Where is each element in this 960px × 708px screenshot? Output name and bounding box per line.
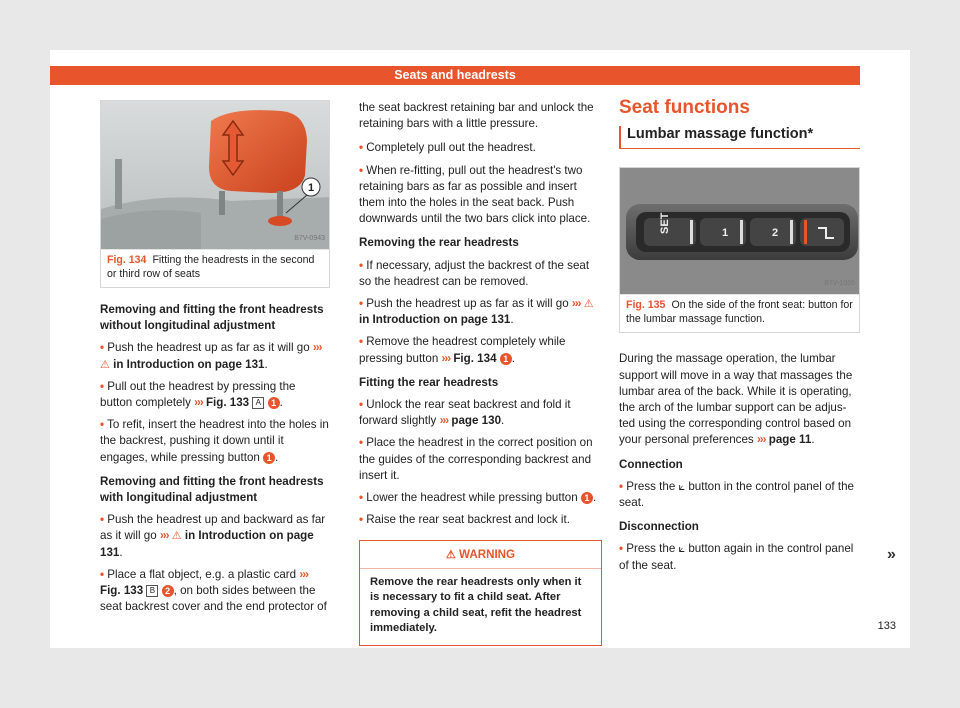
paragraph: During the massage operation, the lumbar support will move in a way that massages the lumbar area of the back. While it is operating, the arch of the lumbar support can be adjus-ted using the corresponding control based on your personal preferences ››› page 11. xyxy=(619,352,853,447)
list-item: • Press the ⟀ button in the control panel of the seat. xyxy=(619,479,854,510)
callout-number: 2 xyxy=(162,585,174,597)
figure-caption-text: Fitting the headrests in the second or third row of seats xyxy=(107,254,315,280)
headrest-illustration xyxy=(101,101,329,249)
column-2 xyxy=(359,100,602,646)
paragraph: the seat backrest retaining bar and unlock the retaining bars with a little pressure. xyxy=(359,101,594,131)
figure-link[interactable]: Fig. 134 xyxy=(453,351,497,365)
heading-disconnection: Disconnection xyxy=(619,520,699,534)
column-3 xyxy=(619,97,860,580)
list-item: • If necessary, adjust the backrest of the seat so the headrest can be removed. xyxy=(359,258,590,288)
callout-number: 1 xyxy=(263,452,275,464)
button-1-label: 1 xyxy=(722,227,729,240)
list-item: • Raise the rear seat backrest and lock it. xyxy=(359,513,570,527)
page-link[interactable]: page 130 xyxy=(451,414,502,428)
figure-caption xyxy=(620,294,859,332)
figure-number: Fig. 134 xyxy=(107,254,147,266)
subsection-title: Lumbar massage function* xyxy=(619,126,860,149)
list-item: • Completely pull out the headrest. xyxy=(359,141,536,155)
page-link[interactable]: in Introduction on page 131 xyxy=(113,357,265,371)
list-item: • When re-fitting, pull out the headrest's two retaining bars as far as possible and insert them into the holes in the seat back. Push downwards until the two bars click into place. xyxy=(359,163,591,226)
callout-number: 1 xyxy=(581,492,593,504)
callout-number: 1 xyxy=(268,397,280,409)
seat-control-image xyxy=(620,168,859,294)
figure-part-box: B xyxy=(146,585,158,597)
figure-number: Fig. 135 xyxy=(626,299,666,312)
list-item: • Lower the headrest while pressing button 1 . xyxy=(359,491,597,505)
heading-connection: Connection xyxy=(619,457,683,471)
button-2-label: 2 xyxy=(772,227,779,240)
callout-1: 1 xyxy=(307,182,315,194)
heading-removing-rear: Removing the rear headrests xyxy=(359,236,519,250)
list-item: • Place a flat object, e.g. a plastic card ››› Fig. 133 B 2 , on both sides between the seat backrest cover and the end protector of xyxy=(100,567,327,614)
callout-number: 1 xyxy=(500,353,512,365)
list-item: • Push the headrest up as far as it will go ››› ⚠ in Introduction on page 131. xyxy=(359,297,594,327)
page-number: 133 xyxy=(877,620,896,632)
massage-icon: ⟀ xyxy=(678,480,686,493)
list-item: • Remove the headrest completely while pressing button ››› Fig. 134 1 . xyxy=(359,335,566,365)
figure-caption xyxy=(101,249,329,287)
seat-control-illustration xyxy=(620,168,859,294)
page-link[interactable]: page 11 xyxy=(768,433,812,447)
heading-front-with-adjustment: Removing and fitting the front headrests with longitudinal adjustment xyxy=(100,474,324,505)
warning-icon: ⚠ xyxy=(171,530,182,543)
continue-marker: » xyxy=(887,546,896,563)
list-item: • Place the headrest in the correct position on the guides of the corresponding backrest and insert it. xyxy=(359,436,593,482)
set-button-label: SET xyxy=(659,213,671,235)
heading-fitting-rear: Fitting the rear headrests xyxy=(359,375,499,389)
figure-caption-text: On the side of the front seat: button for the lumbar massage function. xyxy=(626,299,853,325)
list-item: • Push the headrest up and backward as far as it will go ››› ⚠ in Introduction on page 131. xyxy=(100,513,326,559)
list-item: • Press the ⟀ button again in the control panel of the seat. xyxy=(619,542,854,572)
column-1 xyxy=(100,100,330,621)
figure-code: B7V-0943 xyxy=(294,234,325,242)
heading-front-without-adjustment: Removing and fitting the front headrests without longitudinal adjustment xyxy=(100,303,324,333)
figure-134 xyxy=(100,100,330,288)
section-title: Seat functions xyxy=(619,97,750,118)
headrest-image xyxy=(101,101,329,249)
list-item: • Unlock the rear seat backrest and fold it forward slightly ››› page 130. xyxy=(359,398,571,428)
warning-icon: ⚠ xyxy=(100,358,110,371)
section-header: Seats and headrests xyxy=(50,66,860,85)
figure-135 xyxy=(619,167,860,333)
figure-code: B7V-1055 xyxy=(824,280,855,288)
warning-header: ⚠ WARNING xyxy=(360,541,601,568)
warning-body: Remove the rear headrests only when it is necessary to fit a child seat. After removing a child seat, refit the headrest immediately. xyxy=(370,575,582,635)
page-link[interactable]: in Introduction on page 131 xyxy=(100,529,314,559)
list-item: • To refit, insert the headrest into the holes in the backrest, pushing it down until it engages, while pressing button 1 . xyxy=(100,418,329,464)
figure-link[interactable]: Fig. 133 xyxy=(205,396,250,410)
figure-link[interactable]: Fig. 133 xyxy=(100,584,144,598)
page-link[interactable]: in Introduction on page 131 xyxy=(359,313,511,327)
massage-icon: ⟀ xyxy=(678,543,686,556)
warning-icon: ⚠ xyxy=(583,298,594,311)
list-item: • Push the headrest up as far as it will go ››› ⚠ in Introduction on page 131. xyxy=(100,341,322,371)
warning-icon: ⚠ xyxy=(445,549,456,562)
warning-box xyxy=(359,540,602,645)
figure-part-box: A xyxy=(252,397,264,409)
list-item: • Pull out the headrest by pressing the button completely ››› Fig. 133 A 1 . xyxy=(100,379,296,410)
